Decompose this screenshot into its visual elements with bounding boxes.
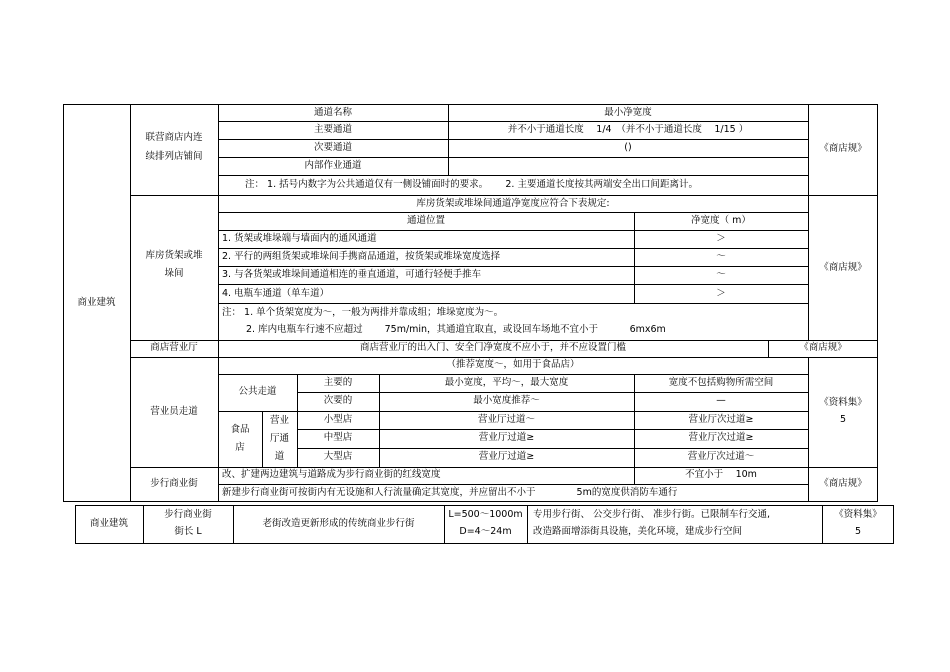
divider bbox=[297, 429, 808, 430]
table-cell: 主要的 bbox=[323, 377, 353, 388]
table-cell: 食品 bbox=[230, 424, 250, 435]
table-cell: 营业厅次过道≥ bbox=[688, 432, 754, 443]
section-label: 商店营业厅 bbox=[150, 342, 198, 353]
table-cell: 并不小于通道长度 1/4 （并不小于通道长度 1/15 ） bbox=[507, 124, 749, 135]
divider bbox=[130, 357, 878, 358]
reference: 《商店规》 bbox=[819, 478, 867, 489]
divider bbox=[218, 230, 808, 231]
divider bbox=[130, 195, 878, 196]
table-cell: 营业 bbox=[269, 415, 289, 426]
table-cell: 店 bbox=[235, 442, 245, 453]
table-cell: 小型店 bbox=[323, 414, 353, 425]
table-cell: 宽度不包括购物所需空间 bbox=[668, 377, 774, 388]
divider bbox=[218, 212, 808, 213]
divider bbox=[130, 104, 131, 502]
table-cell: ＞ bbox=[716, 288, 726, 299]
divider bbox=[218, 121, 808, 122]
divider bbox=[130, 467, 878, 468]
divider bbox=[297, 392, 808, 393]
table-cell: 最小宽度，平均～，最大宽度 bbox=[444, 377, 569, 388]
table-cell: 内部作业通道 bbox=[304, 160, 362, 171]
table-cell: 次要通道 bbox=[313, 142, 352, 153]
table-cell: 3. 与各货架或堆垛间通道相连的垂直通道，可通行轻便手推车 bbox=[222, 269, 482, 280]
note: 注： 1. 括号内数字为公共通道仅有一侧设铺面时的要求。 2. 主要通道长度按其两端安全出口间距离计。 bbox=[245, 179, 698, 190]
divider bbox=[297, 448, 808, 449]
table-cell: 营业厅过道～ bbox=[477, 414, 535, 425]
table-cell: L=500～1000m bbox=[448, 509, 523, 520]
table-cell: 2. 平行的两组货架或堆垛间手携商品通道，按货架或堆垛宽度选择 bbox=[222, 251, 501, 262]
table-cell: 街长 L bbox=[174, 526, 202, 537]
table-cell: 次要的 bbox=[323, 395, 353, 406]
table-cell: ～ bbox=[716, 251, 726, 262]
table-cell: 厅通 bbox=[269, 433, 289, 444]
table-cell: 营业厅过道≥ bbox=[478, 432, 535, 443]
table-cell: 大型店 bbox=[323, 451, 353, 462]
table-cell: 最小宽度推荐～ bbox=[473, 395, 540, 406]
table-cell: ＞ bbox=[716, 233, 726, 244]
reference: 《商店规》 bbox=[819, 262, 867, 273]
table-cell: 营业厅过道≥ bbox=[478, 451, 535, 462]
section-label: 步行商业街 bbox=[150, 478, 198, 489]
table-cell: 专用步行街、 公交步行街、 准步行街。已限制车行交通, bbox=[533, 509, 771, 520]
table-cell: 新建步行商业街可按街内有无设施和人行流量确定其宽度，并应留出不小于 5m的宽度供消防车通行 bbox=[222, 487, 678, 498]
note: 2. 库内电瓶车行速不应超过 75m/min，其通道宜取直，或设回车场地不宜小于 6mx6m bbox=[246, 324, 666, 335]
table-cell: 1. 货架或堆垛端与墙面内的通风通道 bbox=[222, 233, 377, 244]
table-cell: 营业厅次过道～ bbox=[687, 451, 755, 462]
table-cell: 公共走道 bbox=[238, 386, 277, 397]
reference: 《资料集》 bbox=[834, 509, 882, 520]
reference: 《商店规》 bbox=[799, 342, 847, 353]
divider bbox=[218, 266, 808, 267]
category-label: 商业建筑 bbox=[77, 297, 116, 308]
table-cell: D=4～24m bbox=[459, 526, 512, 537]
category-label: 商业建筑 bbox=[89, 518, 128, 529]
table-cell: 老街改造更新形成的传统商业步行街 bbox=[262, 518, 415, 529]
section-label: 库房货架或堆 bbox=[145, 250, 203, 261]
divider bbox=[527, 505, 528, 544]
divider bbox=[218, 374, 808, 375]
divider bbox=[218, 175, 808, 176]
divider bbox=[218, 157, 808, 158]
divider bbox=[218, 303, 808, 304]
column-header: 最小净宽度 bbox=[604, 107, 652, 118]
table-cell: 商店营业厅的出入门、安全门净宽度不应小于，并不应设置门槛 bbox=[359, 342, 626, 353]
table-cell: — bbox=[716, 395, 726, 406]
divider bbox=[218, 484, 808, 485]
reference: 5 bbox=[839, 414, 847, 425]
table-cell: 步行商业街 bbox=[164, 509, 212, 520]
table-cell: 不宜小于 10m bbox=[685, 469, 757, 480]
table-cell: () bbox=[624, 142, 632, 153]
column-header: 通道名称 bbox=[313, 107, 352, 118]
divider bbox=[218, 139, 808, 140]
column-header: 净宽度（ m） bbox=[691, 215, 751, 226]
section-label: 联营商店内连 bbox=[145, 132, 203, 143]
table-cell: 改造路面增添街具设施，美化环境，建成步行空间 bbox=[533, 526, 743, 537]
divider bbox=[130, 340, 878, 341]
divider bbox=[218, 248, 808, 249]
note: 注： 1. 单个货架宽度为～，一般为两排并靠成组；堆垛宽度为～。 bbox=[222, 307, 504, 318]
table-cell: 中型店 bbox=[323, 432, 353, 443]
table-cell: 道 bbox=[274, 451, 285, 462]
table-cell: ～ bbox=[716, 269, 726, 280]
divider bbox=[218, 284, 808, 285]
reference: 《商店规》 bbox=[819, 143, 867, 154]
column-header: 通道位置 bbox=[406, 215, 445, 226]
table-cell: 主要通道 bbox=[313, 124, 352, 135]
reference: 5 bbox=[854, 526, 862, 537]
divider bbox=[808, 104, 809, 340]
divider bbox=[218, 411, 808, 412]
section-label: 营业员走道 bbox=[150, 406, 198, 417]
reference: 《资料集》 bbox=[819, 397, 867, 408]
section-label: 续排列店铺间 bbox=[145, 151, 203, 162]
table-cell: 改、扩建两边建筑与道路成为步行商业街的红线宽度 bbox=[222, 469, 441, 480]
table-title: 库房货架或堆垛间通道净宽度应符合下表规定: bbox=[416, 198, 610, 209]
table-title: （推荐宽度～，如用于食品店） bbox=[446, 359, 580, 370]
table-cell: 4. 电瓶车通道（单车道） bbox=[222, 288, 330, 299]
table-cell: 营业厅次过道≥ bbox=[688, 414, 754, 425]
section-label: 垛间 bbox=[164, 268, 184, 279]
